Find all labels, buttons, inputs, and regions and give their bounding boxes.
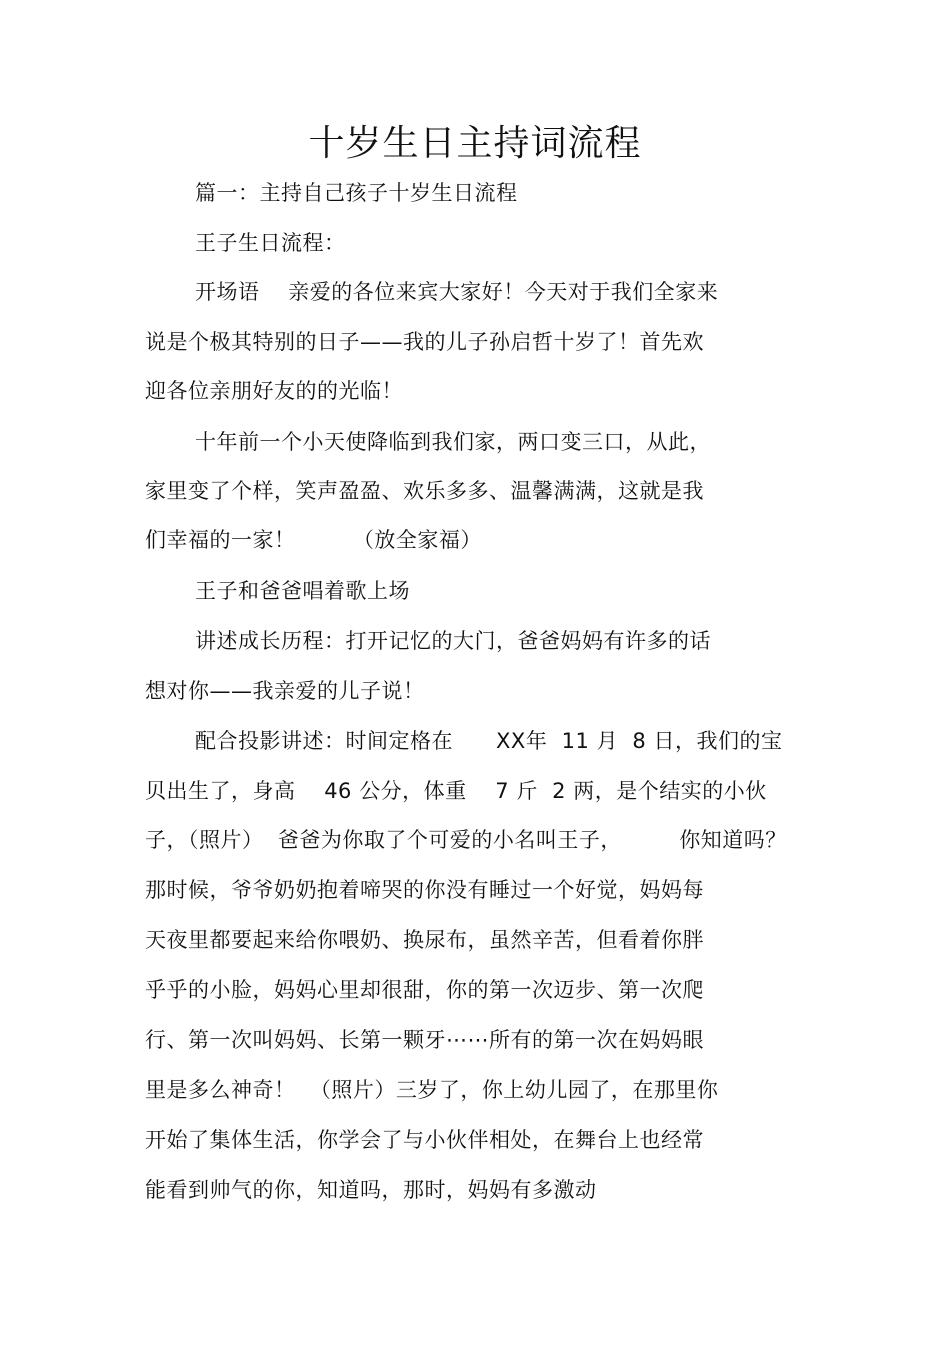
paragraph-line: 天夜里都要起来给你喂奶、换尿布，虽然辛苦，但看着你胖 bbox=[145, 928, 704, 952]
paragraph-line: 贝出生了，身高 46 公分，体重 7 斤 2 两，是个结实的小伙 bbox=[145, 779, 767, 803]
paragraph-line: 乎乎的小脸，妈妈心里却很甜，你的第一次迈步、第一次爬 bbox=[145, 978, 704, 1002]
section-heading: 篇一：主持自己孩子十岁生日流程 bbox=[195, 181, 518, 205]
paragraph-line: 能看到帅气的你，知道吗，那时，妈妈有多激动 bbox=[145, 1178, 597, 1202]
paragraph-line: 子，（照片） 爸爸为你取了个可爱的小名叫王子， 你知道吗？ bbox=[145, 828, 787, 852]
paragraph-line: 想对你——我亲爱的儿子说！ bbox=[145, 679, 425, 703]
paragraph-line: 说是个极其特别的日子——我的儿子孙启哲十岁了！首先欢 bbox=[145, 330, 704, 354]
paragraph-line: 配合投影讲述：时间定格在 XX年 11 月 8 日，我们的宝 bbox=[195, 729, 783, 753]
paragraph-line: 那时候，爷爷奶奶抱着啼哭的你没有睡过一个好觉，妈妈每 bbox=[145, 878, 704, 902]
paragraph-line: 家里变了个样，笑声盈盈、欢乐多多、温馨满满，这就是我 bbox=[145, 479, 704, 503]
document-title: 十岁生日主持词流程 bbox=[308, 123, 642, 164]
paragraph-line: 十年前一个小天使降临到我们家，两口变三口，从此， bbox=[195, 430, 711, 454]
paragraph-line: 王子和爸爸唱着歌上场 bbox=[195, 579, 410, 603]
paragraph-line: 行、第一次叫妈妈、长第一颗牙⋯⋯所有的第一次在妈妈眼 bbox=[145, 1028, 704, 1052]
paragraph-line: 迎各位亲朋好友的的光临！ bbox=[145, 379, 403, 403]
paragraph-line: 开场语 亲爱的各位来宾大家好！今天对于我们全家来 bbox=[195, 280, 719, 304]
paragraph-line: 们幸福的一家！ （放全家福） bbox=[145, 528, 482, 552]
paragraph-line: 讲述成长历程：打开记忆的大门，爸爸妈妈有许多的话 bbox=[195, 629, 711, 653]
paragraph-line: 王子生日流程： bbox=[195, 231, 346, 255]
paragraph-line: 开始了集体生活，你学会了与小伙伴相处，在舞台上也经常 bbox=[145, 1128, 704, 1152]
paragraph-line: 里是多么神奇！ （照片）三岁了，你上幼儿园了，在那里你 bbox=[145, 1078, 719, 1102]
